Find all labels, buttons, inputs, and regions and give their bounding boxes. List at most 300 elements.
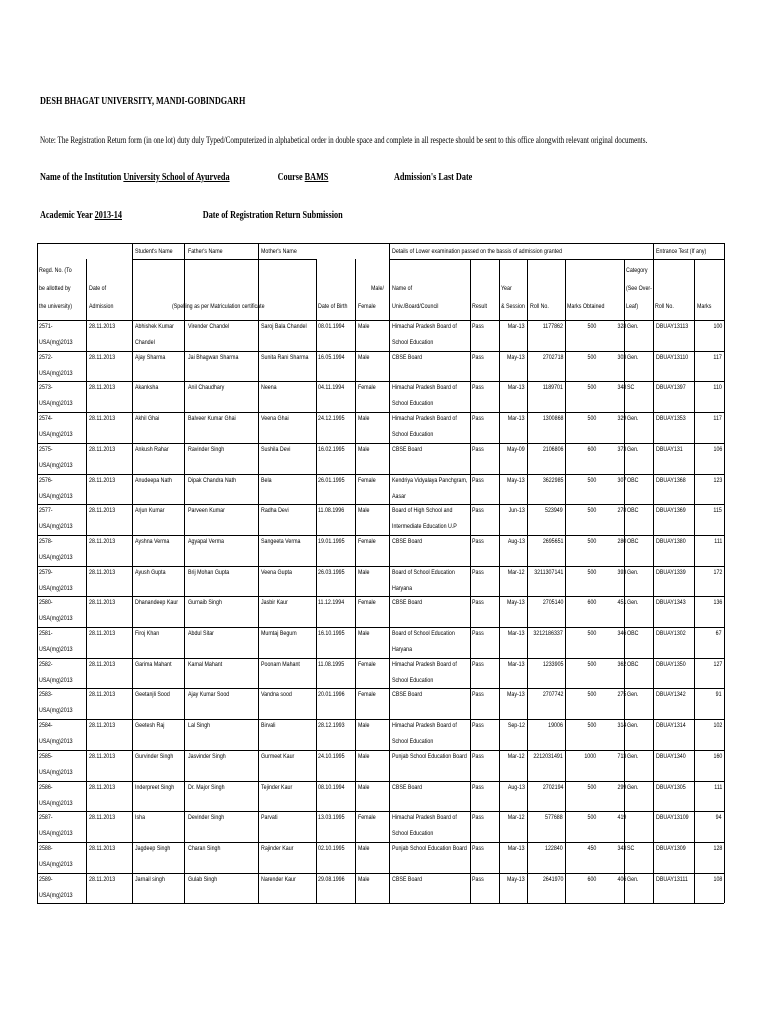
admission-date: 28.11.2013	[89, 569, 116, 576]
max-marks: 500	[587, 384, 596, 391]
board-name: Kendriya Vidyalaya Panchgram,	[392, 477, 468, 484]
table-rule	[470, 259, 471, 903]
roll-no: 577688	[545, 814, 563, 821]
marks-obtained: 346	[617, 630, 626, 637]
marks-obtained: 314	[617, 722, 626, 729]
gender: Female	[358, 691, 376, 698]
column-header-admission-date-line2: Admission	[89, 303, 114, 310]
father-name: Ajay Kumar Sood	[188, 691, 230, 698]
result: Pass	[472, 630, 484, 637]
table-rule	[37, 873, 86, 874]
result: Pass	[472, 845, 484, 852]
max-marks: 1000	[584, 753, 596, 760]
regd-no-suffix: USA(mg)2013	[39, 493, 73, 500]
date-of-birth: 08.10.1994	[318, 784, 345, 791]
max-marks: 500	[587, 538, 596, 545]
entrance-marks: 110	[713, 384, 722, 391]
gender: Male	[358, 415, 370, 422]
year-session: May-13	[507, 477, 525, 484]
category: SC	[627, 845, 635, 852]
academic-year-value: 2013-14	[94, 210, 122, 221]
result: Pass	[472, 784, 484, 791]
regd-no-suffix: USA(mg)2013	[39, 707, 73, 714]
entrance-roll-no: DBUAY1339	[656, 569, 686, 576]
mother-name: Vandna sood	[261, 691, 292, 698]
mother-name: Birvali	[261, 722, 276, 729]
column-header-admission-date: Date of	[89, 285, 107, 292]
marks-obtained: 393	[617, 569, 626, 576]
gender: Female	[358, 814, 376, 821]
table-rule	[37, 474, 86, 475]
entrance-roll-no: DBUAY1353	[656, 415, 686, 422]
column-header-category-line3: Leaf)	[626, 303, 639, 310]
marks-obtained: 713	[617, 753, 626, 760]
column-header-father-name: Father's Name	[188, 248, 223, 255]
date-of-birth: 16.05.1994	[318, 354, 345, 361]
regd-no-suffix: USA(mg)2013	[39, 800, 73, 807]
entrance-marks: 160	[713, 753, 722, 760]
marks-obtained: 343	[617, 845, 626, 852]
marks-obtained: 299	[617, 784, 626, 791]
date-of-birth: 11.08.1995	[318, 661, 345, 668]
table-rule	[37, 658, 86, 659]
table-rule	[37, 443, 86, 444]
column-header-year-line2: & Session	[501, 303, 525, 310]
column-header-student-name: Student's Name	[135, 248, 173, 255]
max-marks: 500	[587, 784, 596, 791]
regd-no-suffix: USA(mg)2013	[39, 738, 73, 745]
mother-name: Parvati	[261, 814, 278, 821]
year-session: Mar-13	[508, 415, 525, 422]
result: Pass	[472, 446, 484, 453]
institution-value: University School of Ayurveda	[123, 172, 230, 183]
column-header-dob: Date of Birth	[318, 303, 348, 310]
student-name: Ankush Rahar	[135, 446, 169, 453]
category: OBC	[627, 630, 639, 637]
board-name: Himachal Pradesh Board of	[392, 415, 457, 422]
board-name-line2: Aasar	[392, 493, 406, 500]
result: Pass	[472, 323, 484, 330]
column-header-regd-no-line3: the university)	[39, 303, 73, 310]
table-rule	[86, 811, 724, 812]
table-rule	[37, 750, 86, 751]
date-of-birth: 24.12.1995	[318, 415, 345, 422]
regd-no: 2579-	[39, 569, 53, 576]
result: Pass	[472, 876, 484, 883]
year-session: May-13	[507, 691, 525, 698]
marks-obtained: 451	[617, 599, 626, 606]
entrance-roll-no: DBUAY13110	[656, 354, 689, 361]
regd-no-suffix: USA(mg)2013	[39, 830, 73, 837]
entrance-roll-no: DBUAY1340	[656, 753, 686, 760]
roll-no: 2641970	[542, 876, 563, 883]
year-session: Mar-13	[508, 630, 525, 637]
column-header-category-line2: (See Over-	[626, 285, 652, 292]
board-name: Himachal Pradesh Board of	[392, 722, 457, 729]
gender: Male	[358, 323, 370, 330]
year-session: May-13	[507, 599, 525, 606]
table-rule	[258, 243, 259, 903]
board-name: Board of High School and	[392, 507, 453, 514]
table-rule	[37, 811, 86, 812]
mother-name: Radha Devi	[261, 507, 289, 514]
admission-date: 28.11.2013	[89, 753, 116, 760]
category: OBC	[627, 477, 639, 484]
roll-no: 2212031491	[533, 753, 563, 760]
academic-year-label: Academic Year	[40, 210, 93, 221]
max-marks: 500	[587, 507, 596, 514]
board-name-line2: School Education	[392, 830, 434, 837]
regd-no: 2587-	[39, 814, 53, 821]
result: Pass	[472, 661, 484, 668]
date-of-birth: 02.10.1995	[318, 845, 345, 852]
column-header-board-line2: Univ./Board/Council	[392, 303, 439, 310]
year-session: May-13	[507, 876, 525, 883]
table-rule	[86, 781, 724, 782]
regd-no: 2586-	[39, 784, 53, 791]
gender: Male	[358, 446, 370, 453]
year-session: Mar-13	[508, 661, 525, 668]
roll-no: 2695651	[542, 538, 563, 545]
table-rule	[86, 504, 724, 505]
marks-obtained: 329	[617, 415, 626, 422]
regd-no-suffix: USA(mg)2013	[39, 339, 73, 346]
max-marks: 500	[587, 569, 596, 576]
father-name: Ravinder Singh	[188, 446, 225, 453]
table-rule	[258, 259, 316, 260]
table-rule	[724, 243, 725, 903]
board-name: Himachal Pradesh Board of	[392, 384, 457, 391]
university-title: DESH BHAGAT UNIVERSITY, MANDI-GOBINDGARH	[40, 96, 246, 107]
entrance-roll-no: DBUAY13111	[656, 876, 688, 883]
roll-no: 523949	[545, 507, 563, 514]
column-header-spelling-note: (Spelling as per Matriculation certificate	[172, 303, 265, 310]
regd-no-suffix: USA(mg)2013	[39, 370, 73, 377]
max-marks: 500	[587, 415, 596, 422]
institution-label: Name of the Institution	[40, 172, 122, 183]
table-rule	[86, 351, 724, 352]
regd-no-suffix: USA(mg)2013	[39, 462, 73, 469]
category: Gen.	[627, 323, 639, 330]
board-name: Punjab School Education Board	[392, 753, 467, 760]
entrance-roll-no: DBUAY13113	[656, 323, 689, 330]
marks-obtained: 275	[617, 691, 626, 698]
board-name-line2: Haryana	[392, 646, 413, 653]
table-rule	[86, 688, 724, 689]
max-marks: 500	[587, 722, 596, 729]
table-rule	[316, 259, 317, 903]
result: Pass	[472, 814, 484, 821]
student-name: Anudeepa Nath	[135, 477, 172, 484]
table-rule	[37, 504, 86, 505]
entrance-marks: 106	[713, 446, 722, 453]
year-session: Jun-13	[508, 507, 525, 514]
regd-no-suffix: USA(mg)2013	[39, 615, 73, 622]
father-name: Abdul Sitar	[188, 630, 214, 637]
admission-date: 28.11.2013	[89, 845, 116, 852]
regd-no-suffix: USA(mg)2013	[39, 861, 73, 868]
category: Gen.	[627, 354, 639, 361]
mother-name: Poonam Mahant	[261, 661, 300, 668]
mother-name: Narender Kaur	[261, 876, 296, 883]
admission-date: 28.11.2013	[89, 722, 116, 729]
table-rule	[389, 243, 390, 903]
board-name-line2: Intermediate Education U.P	[392, 523, 457, 530]
marks-obtained: 303	[617, 354, 626, 361]
board-name: CBSE Board	[392, 599, 423, 606]
column-header-marks-obtained: Marks Obtained	[567, 303, 605, 310]
father-name: Charan Singh	[188, 845, 221, 852]
board-name: CBSE Board	[392, 691, 423, 698]
max-marks: 600	[587, 599, 596, 606]
max-marks: 500	[587, 691, 596, 698]
table-rule	[37, 719, 86, 720]
gender: Male	[358, 569, 370, 576]
mother-name: Sunita Rani Sharma	[261, 354, 309, 361]
result: Pass	[472, 538, 484, 545]
student-name: Inderpreet Singh	[135, 784, 175, 791]
table-rule	[355, 259, 356, 903]
student-name: Firoj Khan	[135, 630, 160, 637]
year-session: Mar-12	[508, 569, 525, 576]
category: Gen.	[627, 446, 639, 453]
admission-date: 28.11.2013	[89, 446, 116, 453]
table-rule	[86, 259, 87, 903]
mother-name: Sushila Devi	[261, 446, 291, 453]
mother-name: Rajinder Kaur	[261, 845, 294, 852]
entrance-marks: 127	[713, 661, 722, 668]
year-session: May-13	[507, 354, 525, 361]
admission-date: 28.11.2013	[89, 599, 116, 606]
category: Gen.	[627, 784, 639, 791]
marks-obtained: 419	[617, 814, 626, 821]
mother-name: Tejinder Kaur	[261, 784, 293, 791]
entrance-roll-no: DBUAY1397	[656, 384, 686, 391]
result: Pass	[472, 599, 484, 606]
board-name: CBSE Board	[392, 446, 423, 453]
student-name: Ayush Gupta	[135, 569, 166, 576]
table-rule	[37, 903, 724, 904]
father-name: Kamal Mahant	[188, 661, 223, 668]
gender: Male	[358, 507, 370, 514]
result: Pass	[472, 569, 484, 576]
category: SC	[627, 384, 635, 391]
regd-no-suffix: USA(mg)2013	[39, 400, 73, 407]
year-session: Mar-12	[508, 753, 525, 760]
board-name-line2: School Education	[392, 431, 434, 438]
father-name: Gurnaib Singh	[188, 599, 222, 606]
column-header-roll-no: Roll No.	[530, 303, 549, 310]
column-header-gender-line2: Female	[358, 303, 376, 310]
gender: Female	[358, 661, 376, 668]
marks-obtained: 348	[617, 384, 626, 391]
max-marks: 600	[587, 446, 596, 453]
table-rule	[86, 443, 724, 444]
mother-name: Mumtaj Begum	[261, 630, 297, 637]
roll-no: 2705140	[542, 599, 563, 606]
entrance-marks: 100	[713, 323, 722, 330]
table-rule	[37, 351, 86, 352]
student-name: Arjun Kumar	[135, 507, 165, 514]
gender: Male	[358, 784, 370, 791]
regd-no-suffix: USA(mg)2013	[39, 892, 73, 899]
student-name: Jagdeep Singh	[135, 845, 171, 852]
entrance-roll-no: DBUAY1314	[656, 722, 686, 729]
category: Gen.	[627, 753, 639, 760]
table-rule	[132, 259, 184, 260]
entrance-marks: 108	[713, 876, 722, 883]
mother-name: Saroj Bala Chandel	[261, 323, 307, 330]
mother-name: Gurmeet Kaur	[261, 753, 295, 760]
date-of-birth: 04.11.1994	[318, 384, 345, 391]
year-session: Sep-12	[507, 722, 525, 729]
father-name: Dr. Major Singh	[188, 784, 225, 791]
table-rule	[653, 243, 654, 903]
entrance-marks: 115	[713, 507, 722, 514]
table-rule	[184, 243, 185, 903]
entrance-marks: 172	[713, 569, 722, 576]
category: Gen.	[627, 569, 639, 576]
table-rule	[37, 596, 86, 597]
father-name: Anil Chaudhary	[188, 384, 225, 391]
date-of-birth: 11.12.1994	[318, 599, 345, 606]
regd-no-suffix: USA(mg)2013	[39, 431, 73, 438]
table-rule	[86, 658, 724, 659]
column-header-lower-exam-details: Details of Lower examination passed on the bassis of admission granted	[392, 248, 563, 255]
category: OBC	[627, 538, 639, 545]
entrance-marks: 136	[713, 599, 722, 606]
instructions-note: Note: The Registration Return form (in one lot) duty duly Typed/Computerized in alphabetical order in double space and complete in all respecte should be sent to this office alongwith relevant original documents.	[40, 136, 648, 146]
admission-date: 28.11.2013	[89, 876, 116, 883]
admission-date: 28.11.2013	[89, 814, 116, 821]
table-rule	[37, 535, 86, 536]
column-header-entrance-roll: Roll No.	[655, 303, 674, 310]
table-rule	[37, 243, 724, 244]
regd-no: 2583-	[39, 691, 53, 698]
board-name-line2: School Education	[392, 400, 434, 407]
marks-obtained: 362	[617, 661, 626, 668]
student-name: Akanksha	[135, 384, 159, 391]
board-name: Himachal Pradesh Board of	[392, 323, 457, 330]
marks-obtained: 406	[617, 876, 626, 883]
student-name-line2: Chandel	[135, 339, 155, 346]
father-name: Balveer Kumar Ghai	[188, 415, 236, 422]
entrance-roll-no: DBUAY1369	[656, 507, 686, 514]
date-of-birth: 16.02.1995	[318, 446, 345, 453]
column-header-regd-no-line2: be allotted by	[39, 285, 71, 292]
board-name-line2: Haryana	[392, 585, 413, 592]
table-rule	[86, 412, 724, 413]
date-of-birth: 26.01.1995	[318, 477, 345, 484]
roll-no: 19006	[548, 722, 563, 729]
table-rule	[86, 535, 724, 536]
category: Gen.	[627, 722, 639, 729]
table-rule	[37, 243, 38, 903]
max-marks: 500	[587, 630, 596, 637]
regd-no: 2582-	[39, 661, 53, 668]
mother-name: Sangeeta Verma	[261, 538, 301, 545]
roll-no: 1233905	[542, 661, 563, 668]
marks-obtained: 307	[617, 477, 626, 484]
regd-no-suffix: USA(mg)2013	[39, 769, 73, 776]
father-name: Parveen Kumar	[188, 507, 225, 514]
category: Gen.	[627, 876, 639, 883]
gender: Male	[358, 722, 370, 729]
roll-no: 2707742	[542, 691, 563, 698]
regd-no: 2576-	[39, 477, 53, 484]
table-rule	[132, 243, 133, 903]
column-header-result: Result	[472, 303, 488, 310]
result: Pass	[472, 507, 484, 514]
entrance-marks: 102	[713, 722, 722, 729]
father-name: Lal Singh	[188, 722, 211, 729]
max-marks: 450	[587, 845, 596, 852]
date-of-birth: 16.10.1995	[318, 630, 345, 637]
admission-date: 28.11.2013	[89, 415, 116, 422]
father-name: Virender Chandel	[188, 323, 230, 330]
table-rule	[86, 842, 724, 843]
column-header-board: Name of	[392, 285, 413, 292]
board-name-line2: School Education	[392, 738, 434, 745]
roll-no: 3212186337	[533, 630, 563, 637]
entrance-roll-no: DBUAY1350	[656, 661, 686, 668]
mother-name: Neena	[261, 384, 277, 391]
roll-no: 1177862	[542, 323, 563, 330]
date-of-birth: 24.10.1995	[318, 753, 345, 760]
date-of-birth: 19.01.1995	[318, 538, 345, 545]
category: Gen.	[627, 691, 639, 698]
mother-name: Bela	[261, 477, 272, 484]
board-name-line2: School Education	[392, 339, 434, 346]
entrance-marks: 67	[716, 630, 722, 637]
gender: Male	[358, 753, 370, 760]
entrance-marks: 111	[713, 538, 722, 545]
student-name: Jarnail singh	[135, 876, 165, 883]
board-name: CBSE Board	[392, 876, 423, 883]
roll-no: 3211307141	[533, 569, 563, 576]
entrance-roll-no: DBUAY1342	[656, 691, 686, 698]
table-rule	[37, 781, 86, 782]
father-name: Jasvinder Singh	[188, 753, 226, 760]
mother-name: Veena Gupta	[261, 569, 292, 576]
marks-obtained: 278	[617, 507, 626, 514]
marks-obtained: 373	[617, 446, 626, 453]
year-session: Mar-13	[508, 845, 525, 852]
table-rule	[37, 842, 86, 843]
regd-no: 2575-	[39, 446, 53, 453]
entrance-roll-no: DBUAY13109	[656, 814, 689, 821]
table-rule	[184, 259, 258, 260]
regd-no: 2577-	[39, 507, 53, 514]
student-name: Geetanjli Sood	[135, 691, 170, 698]
table-rule	[37, 566, 86, 567]
board-name-line2: School Education	[392, 677, 434, 684]
admission-date: 28.11.2013	[89, 384, 116, 391]
marks-obtained: 280	[617, 538, 626, 545]
table-rule	[37, 320, 724, 321]
date-of-birth: 26.03.1995	[318, 569, 345, 576]
category: OBC	[627, 661, 639, 668]
max-marks: 500	[587, 661, 596, 668]
max-marks: 500	[587, 477, 596, 484]
entrance-marks: 111	[713, 784, 722, 791]
entrance-roll-no: DBUAY1368	[656, 477, 686, 484]
student-name: Garima Mahant	[135, 661, 172, 668]
regd-no-suffix: USA(mg)2013	[39, 523, 73, 530]
board-name: Board of School Education	[392, 569, 455, 576]
result: Pass	[472, 753, 484, 760]
admission-date: 28.11.2013	[89, 477, 116, 484]
